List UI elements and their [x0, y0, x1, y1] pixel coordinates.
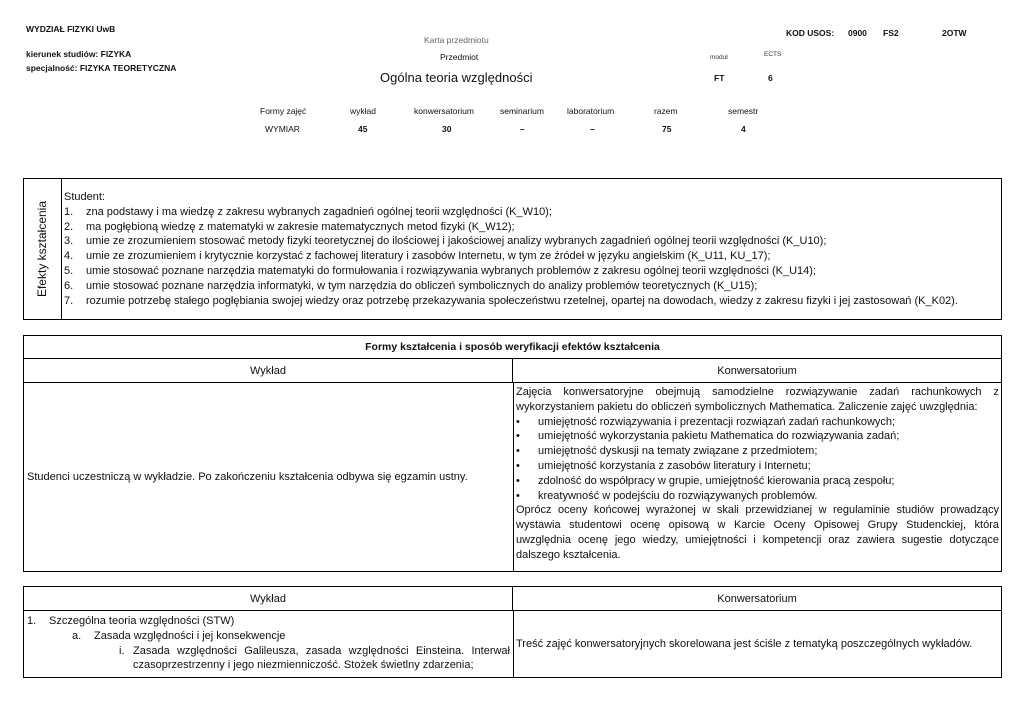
bullet-icon: •	[516, 445, 520, 458]
module-value: FT	[714, 73, 725, 83]
conv-bullet-item	[516, 415, 999, 430]
code-part-3: 2OTW	[942, 28, 967, 38]
content-col-lecture: Wykład	[24, 587, 513, 611]
outcome-text: umie ze zrozumieniem stosować metody fizyki teoretycznej do ilościowej i jakościowej analizy wybranych zagadnień ogólnej teorii względności (K_U10);	[86, 235, 827, 248]
hours-header-seminar: seminarium	[500, 106, 544, 116]
outcome-item	[64, 205, 994, 220]
forms-col-lecture: Wykład	[24, 359, 513, 383]
conv-bullet-item	[516, 489, 999, 504]
conv-bullet-text: umiejętność korzystania z zasobów literatury i Internetu;	[538, 459, 811, 472]
content-table	[23, 586, 1002, 678]
outcome-item	[64, 234, 994, 249]
hours-conversatory: 30	[442, 124, 452, 134]
specialty: specjalność: FIZYKA TEORETYCZNA	[26, 63, 177, 73]
conv-bullet-text: zdolność do współpracy w grupie, umiejętność kierowania pracą zespołu;	[538, 474, 895, 487]
card-label: Karta przedmiotu	[424, 35, 489, 45]
bullet-icon: •	[516, 489, 520, 502]
module-label: moduł	[710, 54, 728, 61]
content-col-conversatory: Konwersatorium	[513, 587, 1001, 611]
ects-value: 6	[768, 73, 773, 83]
conv-bullet-text: kreatywność w podejściu do rozwiązywanych problemów.	[538, 489, 818, 502]
bullet-icon: •	[516, 459, 520, 472]
code-part-2: FS2	[883, 28, 899, 38]
content-l1-text: Szczególna teoria względności (STW)	[49, 615, 235, 627]
content-l2-number: a.	[72, 629, 82, 642]
hours-header-lab: laboratorium	[567, 106, 615, 116]
outcome-item	[64, 279, 994, 294]
content-l2-text: Zasada względności i jej konsekwencje	[94, 629, 286, 642]
bullet-icon: •	[516, 430, 520, 443]
outcomes-list	[64, 190, 994, 308]
hours-total: 75	[662, 124, 672, 134]
outcomes-box	[23, 178, 1002, 320]
outcome-text: umie ze zrozumieniem i krytycznie korzystać z fachowej literatury i zasobów Internetu, w tym ze źródeł w języku angielskim (K_U11, KU_17);	[86, 250, 771, 263]
hours-header-semester: semestr	[728, 106, 759, 116]
outcome-number: 1.	[64, 205, 74, 218]
bullet-icon: •	[516, 415, 520, 428]
forms-title: Formy kształcenia i sposób weryfikacji efektów kształcenia	[24, 336, 1001, 359]
hours-header-lecture: wykład	[350, 106, 376, 116]
content-conversatory-text: Treść zajęć konwersatoryjnych skorelowana jest ściśle z tematyką poszczególnych wykładów.	[516, 638, 973, 650]
outcome-text: rozumie potrzebę stałego pogłębiania swojej wiedzy oraz potrzebę przekazywania społeczeństwu rzetelnej, opartej na dowodach, wiedzy z zakresu fizyki i jej zastosowań (K_K02).	[86, 294, 958, 307]
outcome-item	[64, 249, 994, 264]
forms-divider	[513, 383, 514, 571]
outcome-item	[64, 220, 994, 235]
hours-header-forms: Formy zajęć	[260, 106, 307, 116]
outcome-number: 5.	[64, 264, 74, 277]
code-label: KOD USOS:	[786, 28, 835, 38]
hours-seminar: –	[520, 124, 525, 134]
forms-lecture-text: Studenci uczestniczą w wykładzie. Po zakończeniu kształcenia odbywa się egzamin ustny.	[27, 471, 468, 483]
forms-table	[23, 335, 1002, 572]
outcome-text: ma pogłębioną wiedzę z matematyki w zakresie matematycznych metod fizyki (K_W12);	[86, 220, 515, 233]
conv-bullet-text: umiejętność dyskusji na tematy związane z przedmiotem;	[538, 445, 818, 458]
forms-conversatory-cell	[516, 385, 999, 563]
bullet-icon: •	[516, 474, 520, 487]
outcome-item	[64, 264, 994, 279]
content-lecture-cell	[27, 614, 510, 673]
faculty-name: WYDZIAŁ FIZYKI UwB	[26, 24, 116, 34]
conv-bullet-text: umiejętność rozwiązywania i prezentacji rozwiązań zadań rachunkowych;	[538, 415, 896, 428]
outcome-text: umie stosować poznane narzędzia matematyki do formułowania i rozwiązywania wybranych problemów z zakresu ogólnej teorii względności (K_U14);	[86, 264, 817, 277]
conv-bullet-item	[516, 444, 999, 459]
outcome-text: zna podstawy i ma wiedzę z zakresu wybranych zagadnień ogólnej teorii względności (K_W10);	[86, 205, 552, 218]
hours-header-total: razem	[654, 106, 678, 116]
outcome-text: umie stosować poznane narzędzia informatyki, w tym narzędzia do obliczeń symbolicznych do analizy problemów teoretycznych (K_U15);	[86, 279, 758, 292]
conv-bullet-item	[516, 459, 999, 474]
hours-lecture: 45	[358, 124, 368, 134]
outcomes-divider	[61, 179, 62, 319]
conv-outro: Oprócz oceny końcowej wyrażonej w skali przewidzianej w regulaminie studiów prowadzący wystawia studentowi ocenę opisową w Karcie Oceny Opisowej Grupy Studenckiej, która uwzględnia ocenę jego wiedzy, umiejętności i kompetencji oraz zawiera sugestie dotyczące dalszego kształcenia.	[516, 504, 999, 561]
hours-semester: 4	[741, 124, 746, 134]
outcome-number: 3.	[64, 235, 74, 248]
content-l1-number: 1.	[27, 615, 37, 627]
conv-bullet-item	[516, 474, 999, 489]
hours-lab: –	[590, 124, 595, 134]
outcome-item	[64, 294, 994, 309]
code-part-1: 0900	[848, 28, 867, 38]
ects-label: ECTS	[764, 51, 782, 58]
hours-header-conversatory: konwersatorium	[414, 106, 474, 116]
conv-bullet-text: umiejętność wykorzystania pakietu Mathematica do rozwiązywania zadań;	[538, 430, 900, 443]
hours-row-label: WYMIAR	[265, 124, 300, 134]
conv-bullet-item	[516, 429, 999, 444]
content-l3-number: i.	[119, 644, 125, 657]
outcome-number: 4.	[64, 250, 74, 263]
subject-label: Przedmiot	[440, 52, 479, 62]
forms-col-conversatory: Konwersatorium	[513, 359, 1001, 383]
outcomes-intro: Student:	[64, 191, 105, 203]
content-divider	[513, 611, 514, 677]
outcome-number: 7.	[64, 294, 74, 307]
subject-title: Ogólna teoria względności	[380, 70, 533, 85]
outcome-number: 6.	[64, 279, 74, 292]
field-of-study: kierunek studiów: FIZYKA	[26, 49, 132, 59]
outcomes-side-label: Efekty kształcenia	[35, 200, 49, 298]
conv-intro: Zajęcia konwersatoryjne obejmują samodzielne rozwiązywanie zadań rachunkowych z wykorzystaniem pakietu do obliczeń symbolicznych Mathematica. Zaliczenie zajęć uwzględnia:	[516, 386, 999, 413]
content-l3-text: Zasada względności Galileusza, zasada względności Einsteina. Interwał czasoprzestrzenny i jego niezmienniczość. Stożek świetlny zdarzenia;	[133, 644, 510, 672]
outcome-number: 2.	[64, 220, 74, 233]
